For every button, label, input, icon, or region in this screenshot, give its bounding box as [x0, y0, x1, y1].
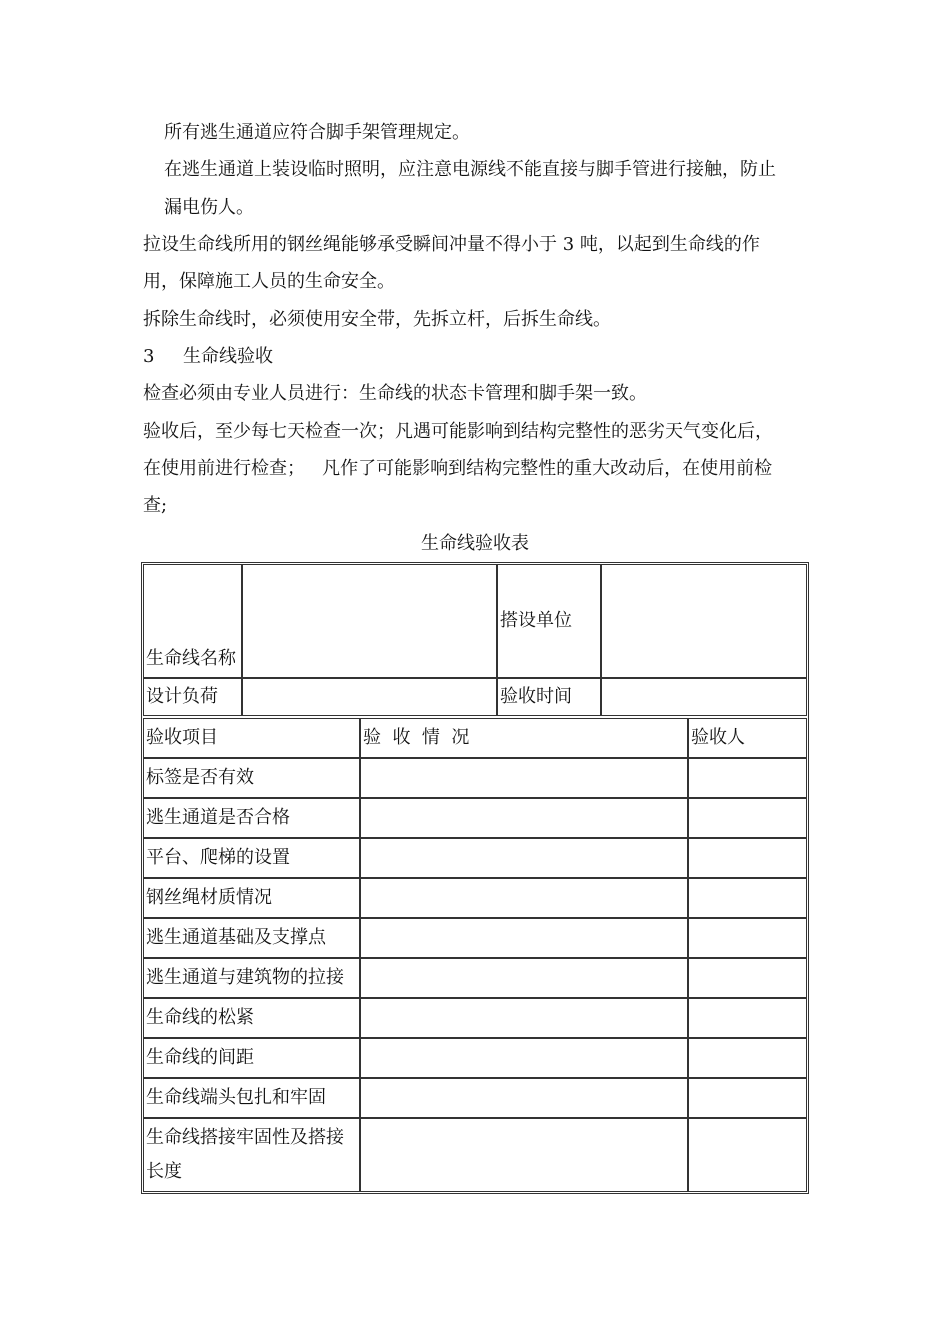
inspector-cell	[688, 1118, 807, 1192]
table-row-item	[143, 838, 360, 878]
load-label: 设计负荷	[146, 686, 218, 707]
paragraph-line: 用，保障施工人员的生命安全。	[143, 271, 395, 292]
unit-label: 搭设单位	[500, 610, 572, 631]
unit-value-cell	[601, 564, 807, 678]
table-row-item	[143, 758, 360, 798]
inspector-cell	[688, 758, 807, 798]
paragraph-line: 拆除生命线时，必须使用安全带，先拆立杆，后拆生命线。	[143, 309, 611, 330]
table-row-item	[143, 958, 360, 998]
paragraph-line: 所有逃生通道应符合脚手架管理规定。	[164, 122, 470, 143]
table-title: 生命线验收表	[421, 533, 529, 554]
inspector-cell	[688, 838, 807, 878]
item-label: 生命线搭接牢固性及搭接长度	[146, 1127, 344, 1182]
item-label: 平台、爬梯的设置	[146, 847, 290, 868]
column-header-item	[143, 718, 360, 758]
status-cell	[360, 958, 688, 998]
paragraph-line: 拉设生命线所用的钢丝绳能够承受瞬间冲量不得小于 3 吨，以起到生命线的作	[143, 234, 760, 255]
inspector-cell	[688, 958, 807, 998]
load-value-cell	[242, 678, 497, 716]
table-row-item	[143, 1038, 360, 1078]
item-label: 逃生通道与建筑物的拉接	[146, 967, 344, 988]
column-header-inspector-label: 验收人	[691, 727, 745, 748]
paragraph-line: 在使用前进行检查； 凡作了可能影响到结构完整性的重大改动后，在使用前检	[143, 458, 773, 479]
name-label: 生命线名称	[146, 648, 236, 669]
status-cell	[360, 838, 688, 878]
inspector-cell	[688, 1078, 807, 1118]
name-value-cell	[242, 564, 497, 678]
paragraph-line: 在逃生通道上装设临时照明，应注意电源线不能直接与脚手管进行接触，防止	[164, 159, 776, 180]
table-row-item	[143, 878, 360, 918]
inspector-cell	[688, 1038, 807, 1078]
time-label: 验收时间	[500, 686, 572, 707]
paragraph-line: 漏电伤人。	[164, 197, 254, 218]
inspector-cell	[688, 998, 807, 1038]
status-cell	[360, 878, 688, 918]
status-cell	[360, 1078, 688, 1118]
table-row-item	[143, 918, 360, 958]
table-row-item	[143, 998, 360, 1038]
item-label: 逃生通道基础及支撑点	[146, 927, 326, 948]
time-label-cell	[497, 678, 601, 716]
paragraph-line: 检查必须由专业人员进行：生命线的状态卡管理和脚手架一致。	[143, 383, 647, 404]
item-label: 钢丝绳材质情况	[146, 887, 272, 908]
status-cell	[360, 758, 688, 798]
inspector-cell	[688, 918, 807, 958]
column-header-inspector	[688, 718, 807, 758]
table-row-item	[143, 1118, 360, 1192]
item-label: 标签是否有效	[146, 767, 254, 788]
column-header-item-label: 验收项目	[146, 727, 218, 748]
item-label: 生命线的松紧	[146, 1007, 254, 1028]
column-header-status	[360, 718, 688, 758]
unit-label-cell	[497, 564, 601, 678]
section-heading: 3 生命线验收	[143, 346, 274, 367]
status-cell	[360, 918, 688, 958]
paragraph-line: 验收后，至少每七天检查一次；凡遇可能影响到结构完整性的恶劣天气变化后，	[143, 421, 773, 442]
table-row-item	[143, 1078, 360, 1118]
inspector-cell	[688, 798, 807, 838]
time-value-cell	[601, 678, 807, 716]
status-cell	[360, 998, 688, 1038]
column-header-status-label: 验 收 情 况	[363, 727, 470, 748]
paragraph-line: 查;	[143, 495, 168, 516]
load-label-cell	[143, 678, 242, 716]
table-row-item	[143, 798, 360, 838]
status-cell	[360, 798, 688, 838]
item-label: 逃生通道是否合格	[146, 807, 290, 828]
status-cell	[360, 1118, 688, 1192]
inspector-cell	[688, 878, 807, 918]
status-cell	[360, 1038, 688, 1078]
name-label-cell	[143, 564, 242, 678]
item-label: 生命线的间距	[146, 1047, 254, 1068]
item-label: 生命线端头包扎和牢固	[146, 1087, 326, 1108]
